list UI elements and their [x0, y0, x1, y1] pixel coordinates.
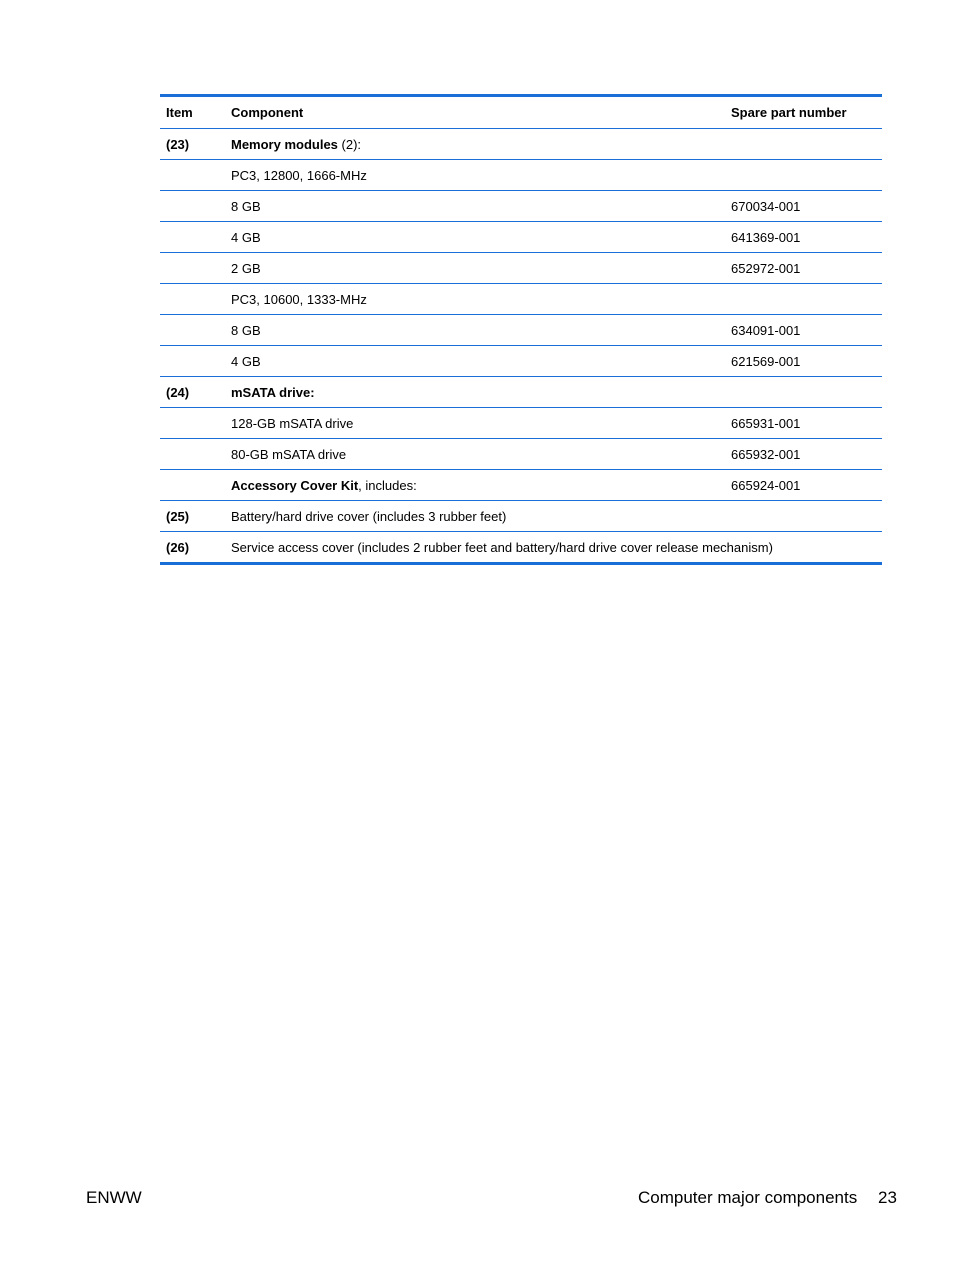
component-text: Battery/hard drive cover (includes 3 rubber feet) — [231, 508, 507, 524]
item-number — [160, 346, 225, 377]
item-number: (24) — [160, 377, 225, 408]
component-bold: Accessory Cover Kit — [231, 477, 359, 493]
item-number — [160, 439, 225, 470]
table-row — [160, 284, 882, 315]
component-text: (2): — [337, 136, 362, 152]
table-row — [160, 346, 882, 377]
component-text: PC3, 10600, 1333-MHz — [231, 291, 367, 307]
spare-part-number: 634091-001 — [725, 315, 882, 346]
component-cell — [225, 532, 882, 564]
table-row — [160, 470, 882, 501]
table-row — [160, 222, 882, 253]
table-row — [160, 129, 882, 160]
component-cell — [225, 439, 725, 470]
spare-part-number: 652972-001 — [725, 253, 882, 284]
item-number: (25) — [160, 501, 225, 532]
component-cell — [225, 284, 725, 315]
item-number — [160, 222, 225, 253]
component-text: Service access cover (includes 2 rubber feet and battery/hard drive cover release mechanism) — [231, 539, 773, 555]
component-text: PC3, 12800, 1666-MHz — [231, 167, 367, 183]
spare-part-number: 665924-001 — [725, 470, 882, 501]
component-text: , includes: — [358, 477, 417, 493]
component-text: 80-GB mSATA drive — [231, 446, 347, 462]
component-cell — [225, 377, 725, 408]
table-row — [160, 377, 882, 408]
component-bold: mSATA drive: — [231, 384, 315, 400]
component-text: 8 GB — [231, 198, 261, 214]
table-row — [160, 408, 882, 439]
spare-part-number — [725, 377, 882, 408]
header-row — [160, 96, 882, 129]
component-cell — [225, 346, 725, 377]
table-row — [160, 532, 882, 564]
spare-part-number — [725, 284, 882, 315]
component-text: 4 GB — [231, 353, 261, 369]
table-row — [160, 439, 882, 470]
item-number: (23) — [160, 129, 225, 160]
item-number: (26) — [160, 532, 225, 564]
footer-enww: ENWW — [86, 1188, 142, 1207]
item-number — [160, 284, 225, 315]
item-number — [160, 315, 225, 346]
component-cell — [225, 501, 882, 532]
item-number — [160, 408, 225, 439]
item-number — [160, 160, 225, 191]
component-text: 4 GB — [231, 229, 261, 245]
component-cell — [225, 160, 725, 191]
component-cell — [225, 470, 725, 501]
component-cell — [225, 222, 725, 253]
spare-part-number: 670034-001 — [725, 191, 882, 222]
header-component: Component — [231, 105, 304, 120]
spare-part-number: 621569-001 — [725, 346, 882, 377]
component-text: 2 GB — [231, 260, 261, 276]
component-text: 128-GB mSATA drive — [231, 415, 354, 431]
component-cell — [225, 191, 725, 222]
header-spare-part-number: Spare part number — [731, 105, 847, 120]
component-cell — [225, 253, 725, 284]
spare-part-number: 665931-001 — [725, 408, 882, 439]
table-row — [160, 191, 882, 222]
component-cell — [225, 129, 725, 160]
footer-section-title: Computer major components — [638, 1188, 858, 1207]
parts-table — [160, 94, 882, 565]
component-text: 8 GB — [231, 322, 261, 338]
component-cell — [225, 408, 725, 439]
table-header — [160, 96, 882, 129]
table-row — [160, 315, 882, 346]
component-cell — [225, 315, 725, 346]
header-item: Item — [166, 105, 193, 120]
component-bold: Memory modules — [231, 136, 338, 152]
spare-part-number: 665932-001 — [725, 439, 882, 470]
table-body — [160, 129, 882, 564]
item-number — [160, 253, 225, 284]
spare-part-number — [725, 129, 882, 160]
spare-part-number — [725, 160, 882, 191]
item-number — [160, 470, 225, 501]
spare-part-number: 641369-001 — [725, 222, 882, 253]
page-number: 23 — [878, 1188, 897, 1207]
table-row — [160, 160, 882, 191]
item-number — [160, 191, 225, 222]
table-row — [160, 253, 882, 284]
table-row — [160, 501, 882, 532]
